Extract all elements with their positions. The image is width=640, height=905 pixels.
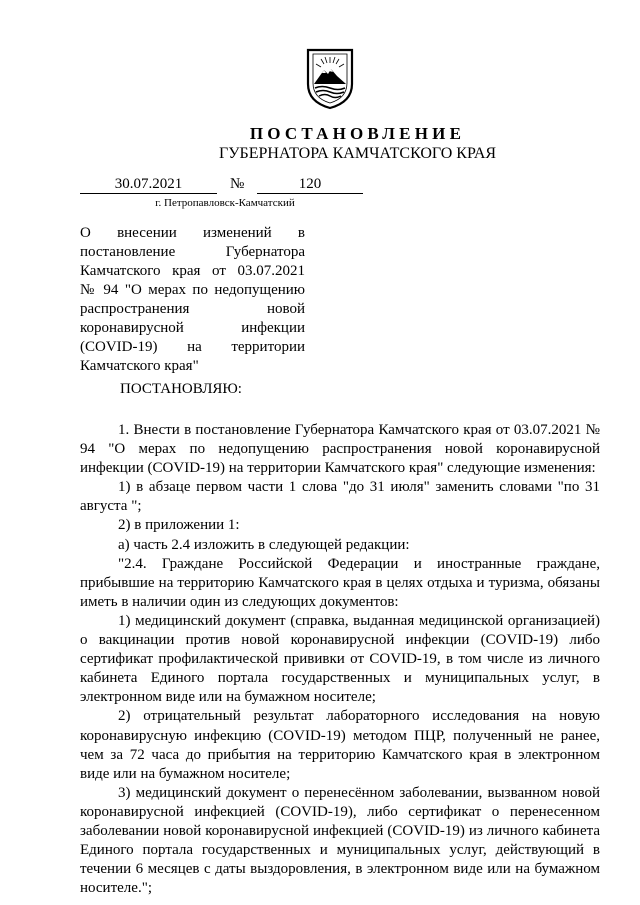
subject-line: постановление Губернатора <box>80 244 305 260</box>
document-number: 120 <box>257 175 363 194</box>
document-subject <box>80 224 305 376</box>
subject-line: (COVID-19) на территории <box>80 339 305 355</box>
document-date: 30.07.2021 <box>80 175 217 194</box>
paragraph: 3) медицинский документ о перенесённом заболевании, вызванном новой коронавирусной инфекцией (COVID-19), либо сертификат о перенесенном заболевании новой коронавирусной инфекцией (COVID-19) из личного кабинета Единого портала государственных и муниципальных услуг, действующий в течении 6 месяцев с даты выздоровления, в электронном виде или на бумажном носителе."; <box>80 784 600 897</box>
paragraph: 2) отрицательный результат лабораторного исследования на новую коронавирусную инфекцию (COVID-19) методом ПЦР, полученный не ранее, чем за 72 часа до прибытия на территорию Камчатского края в электронном виде или на бумажном носителе; <box>80 708 600 782</box>
subject-line: Камчатского края от 03.07.2021 <box>80 263 305 279</box>
kamchatka-emblem-icon <box>304 48 356 110</box>
paragraph: 1. Внести в постановление Губернатора Камчатского края от 03.07.2021 № 94 "О мерах по недопущению распространения новой коронавирусной инфекции (COVID-19) на территории Камчатского края" следующие изменения: <box>80 422 600 477</box>
subject-line: О внесении изменений в <box>80 225 305 241</box>
document-subtitle: ГУБЕРНАТОРА КАМЧАТСКОГО КРАЯ <box>218 145 497 162</box>
paragraph: а) часть 2.4 изложить в следующей редакции: <box>118 536 410 553</box>
document-meta <box>80 175 370 195</box>
document-city: г. Петропавловск-Камчатский <box>155 197 295 209</box>
decree-word: ПОСТАНОВЛЯЮ: <box>120 381 242 397</box>
subject-line: коронавирусной инфекции <box>80 320 305 336</box>
paragraph: "2.4. Граждане Российской Федерации и иностранные граждане, прибывшие на территорию Камчатского края в целях отдыха и туризма, обязаны иметь в наличии один из следующих документов: <box>80 555 600 610</box>
subject-line: Камчатского края" <box>80 358 199 374</box>
document-body <box>80 421 600 898</box>
paragraph: 1) медицинский документ (справка, выданная медицинской организацией) о вакцинации против новой коронавирусной инфекции (COVID-19) либо сертификат профилактической прививки от COVID-19, в том числе из личного кабинета Единого портала государственных и муниципальных услуг, в электронном виде или на бумажном носителе; <box>80 612 600 706</box>
document-title: ПОСТАНОВЛЕНИЕ <box>249 124 466 143</box>
number-sign: № <box>230 176 245 192</box>
subject-line: распространения новой <box>80 301 305 317</box>
subject-line: № 94 "О мерах по недопущению <box>80 282 305 298</box>
paragraph: 1) в абзаце первом части 1 слова "до 31 июля" заменить словами "по 31 августа "; <box>80 479 600 515</box>
paragraph: 2) в приложении 1: <box>118 517 240 534</box>
